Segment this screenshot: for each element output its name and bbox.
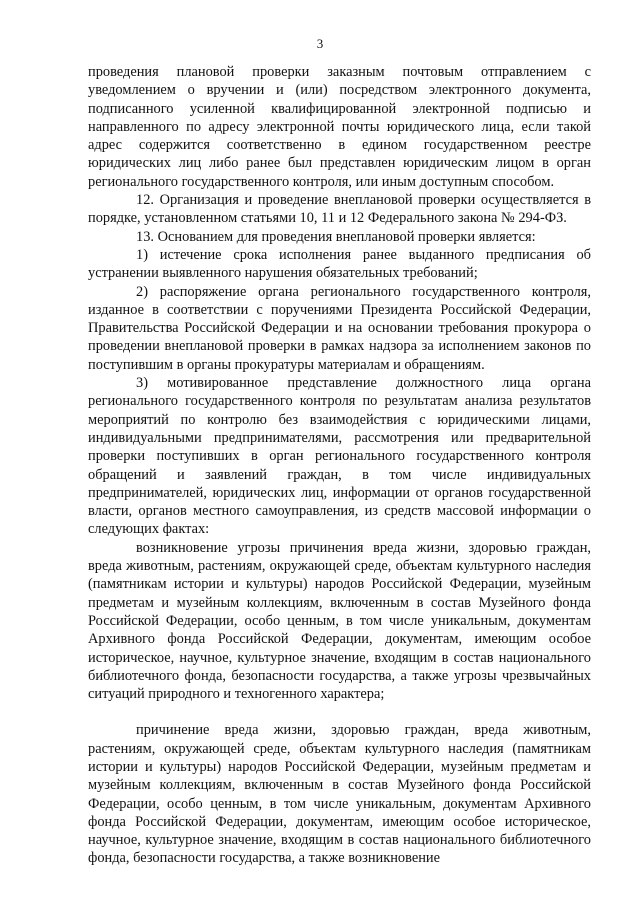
document-body — [88, 63, 591, 868]
subitem-threat: возникновение угрозы причинения вреда жизни, здоровью граждан, вреда животным, растениям, окружающей среде, объектам культурного наследия (памятникам истории и культуры) народов Российской Федерации, музейным предметам и музейным коллекциям, включенным в состав Музейного фонда Российской Федерации, особо ценным, в том числе уникальным, документам Архивного фонда Российской Федерации, документам, имеющим особое историческое, научное, культурное значение, входящим в состав национального библиотечного фонда, безопасности государства, а также угрозы чрезвычайных ситуаций природного и техногенного характера; — [88, 539, 591, 703]
paragraph-item-12: 12. Организация и проведение внеплановой проверки осуществляется в порядке, установленном статьями 10, 11 и 12 Федерального закона № 294-ФЗ. — [88, 192, 591, 227]
page-number: 3 — [316, 36, 324, 51]
paragraph-continuation: проведения плановой проверки заказным почтовым отправлением с уведомлением о вручении и (или) посредством электронного документа, подписанного усиленной квалифицированной электронной подписью и направленного по адресу электронной почты юридического лица, если такой адрес содержится соответственно в едином государственном реестре юридических лиц либо ранее был представлен юридическим лицом в орган регионального государственного контроля, или иным доступным способом. — [88, 64, 591, 190]
subitem-harm: причинение вреда жизни, здоровью граждан, вреда животным, растениям, окружающей среде, объектам культурного наследия (памятникам истории и культуры) народов Российской Федерации, музейным предметам и музейным коллекциям, включенным в состав Музейного фонда Российской Федерации, особо ценным, в том числе уникальным, документам Архивного фонда Российской Федерации, документам, имеющим особое историческое, научное, культурное значение, входящим в состав национального библиотечного фонда, безопасности государства, а также возникновение — [88, 722, 591, 867]
paragraph-item-13: 13. Основанием для проведения внеплановой проверки является: — [136, 228, 536, 245]
list-item-2: 2) распоряжение органа регионального государственного контроля, изданное в соответствии с поручениями Президента Российской Федерации, Правительства Российской Федерации и на основании требования прокурора о проведении внеплановой проверки в рамках надзора за исполнением законов по поступившим в органы прокуратуры материалам и обращениям. — [88, 283, 591, 373]
list-item-1: 1) истечение срока исполнения ранее выданного предписания об устранении выявленного нарушения обязательных требований; — [88, 246, 591, 282]
list-item-3: 3) мотивированное представление должностного лица органа регионального государственного контроля по результатам анализа результатов мероприятий по контролю без взаимодействия с юридическими лицами, индивидуальными предпринимателями, рассмотрения или предварительной проверки поступивших в орган регионального государственного контроля обращений и заявлений граждан, в том числе индивидуальных предпринимателей, юридических лиц, информации от органов государственной власти, органов местного самоуправления, из средств массовой информации о следующих фактах: — [88, 375, 591, 538]
